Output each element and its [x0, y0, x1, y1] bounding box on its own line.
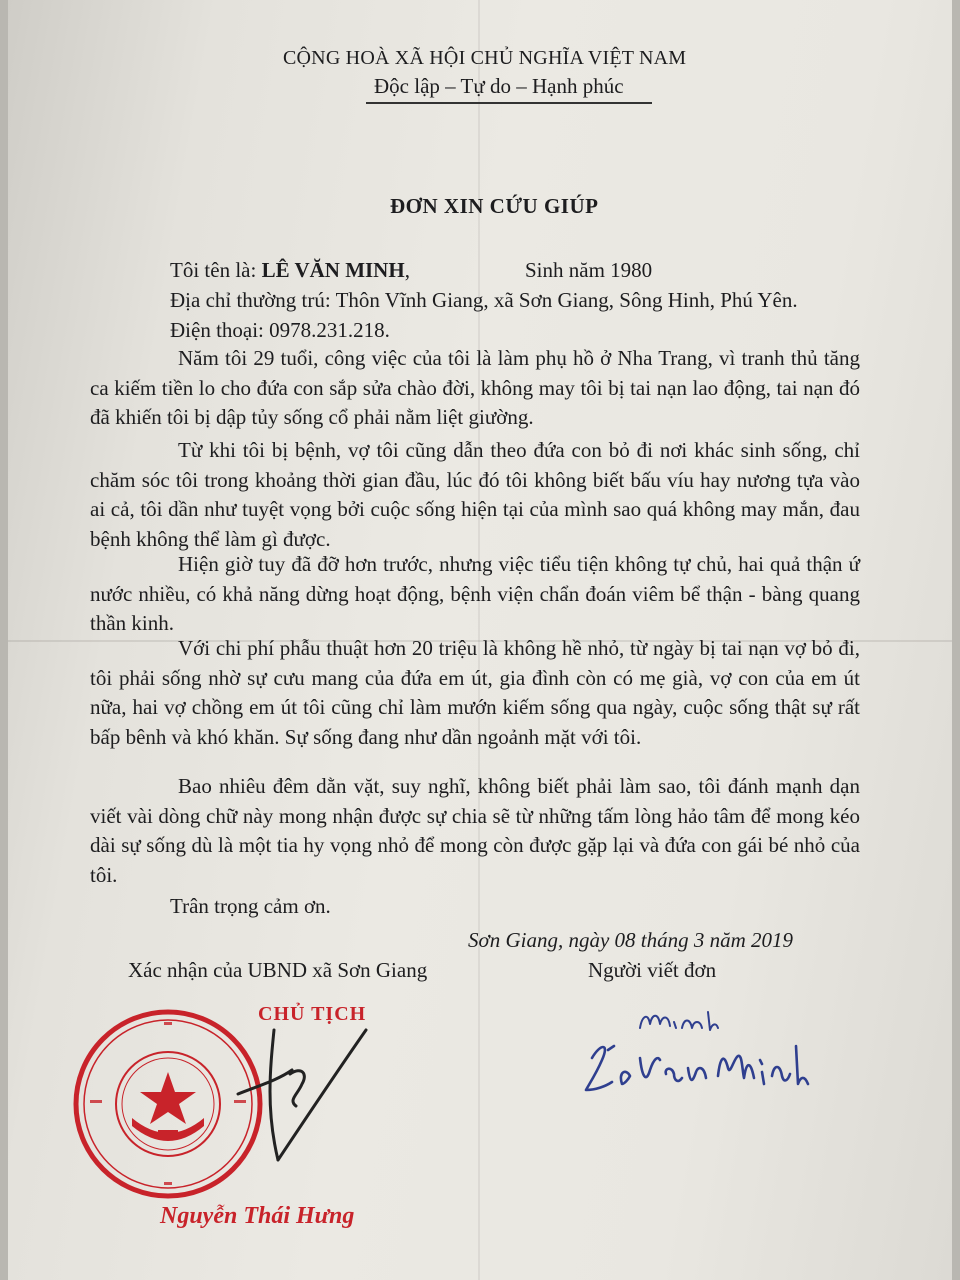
writer-label: Người viết đơn [588, 958, 717, 982]
closing: Trân trọng cảm ơn. [170, 894, 331, 918]
phone: Điện thoại: 0978.231.218. [170, 318, 390, 342]
body-paragraph: Hiện giờ tuy đã đỡ hơn trước, nhưng việc tiểu tiện không tự chủ, hai quả thận ứ nước nhiều, có khả năng dừng hoạt động, bệnh viện chẩn đoán viêm bể thận - bàng quang thần kinh. [90, 552, 860, 635]
chairman-signature-icon [178, 1010, 378, 1170]
document-page [8, 0, 952, 1280]
applicant-signature-icon [578, 998, 828, 1108]
body-paragraph: Với chi phí phẫu thuật hơn 20 triệu là không hề nhỏ, từ ngày bị tai nạn vợ bỏ đi, tôi phải sống nhờ sự cưu mang của đứa em út, gia đình còn có mẹ già, vợ con của em út nữa, hai vợ chồng em út tôi cũng chỉ làm mướn kiếm sống qua ngày, cuộc sống thật sự rất bấp bênh và khó khăn. Sự sống đang như dần ngoảnh mặt với tôi. [90, 636, 860, 749]
national-motto: Độc lập – Tự do – Hạnh phúc [374, 74, 624, 98]
birth-year: Sinh năm 1980 [525, 258, 653, 282]
chair-title: CHỦ TỊCH [258, 1003, 367, 1025]
name-suffix: , [404, 258, 410, 282]
nation-header: CỘNG HOÀ XÃ HỘI CHỦ NGHĨA VIỆT NAM [283, 47, 687, 69]
name-prefix: Tôi tên là: [170, 258, 262, 282]
body-paragraph: Bao nhiêu đêm dằn vặt, suy nghĩ, không biết phải làm sao, tôi đánh mạnh dạn viết vài dòng chữ này mong nhận được sự chia sẽ từ những tấm lòng hảo tâm để mong kéo dài sự sống dù là một tia hy vọng nhỏ để mong còn được gặp lại và đứa con gái bé nhỏ của tôi. [90, 774, 860, 887]
chairman-name: Nguyễn Thái Hưng [160, 1203, 355, 1229]
applicant-name: LÊ VĂN MINH [261, 258, 405, 282]
document-title: ĐƠN XIN CỨU GIÚP [390, 194, 599, 218]
motto-underline [366, 102, 652, 104]
confirmation-label: Xác nhận của UBND xã Sơn Giang [128, 958, 428, 982]
date-place: Sơn Giang, ngày 08 tháng 3 năm 2019 [468, 928, 794, 952]
body-paragraph: Từ khi tôi bị bệnh, vợ tôi cũng dẫn theo đứa con bỏ đi nơi khác sinh sống, chỉ chăm sóc tôi trong khoảng thời gian đầu, lúc đó tôi không biết bấu víu hay nương tựa vào ai cả, tôi dần như tuyệt vọng bởi cuộc sống hiện tại của mình sao quá không may mắn, đau bệnh không thể làm gì được. [90, 438, 860, 551]
body-paragraph: Năm tôi 29 tuổi, công việc của tôi là làm phụ hồ ở Nha Trang, vì tranh thủ tăng ca kiếm tiền lo cho đứa con sắp sửa chào đời, không may tôi bị tai nạn lao động, tai nạn đó đã khiến tôi bị dập tủy sống cổ phải nằm liệt giường. [90, 346, 860, 429]
address: Địa chỉ thường trú: Thôn Vĩnh Giang, xã Sơn Giang, Sông Hinh, Phú Yên. [170, 288, 798, 312]
applicant-name-line [170, 256, 410, 284]
